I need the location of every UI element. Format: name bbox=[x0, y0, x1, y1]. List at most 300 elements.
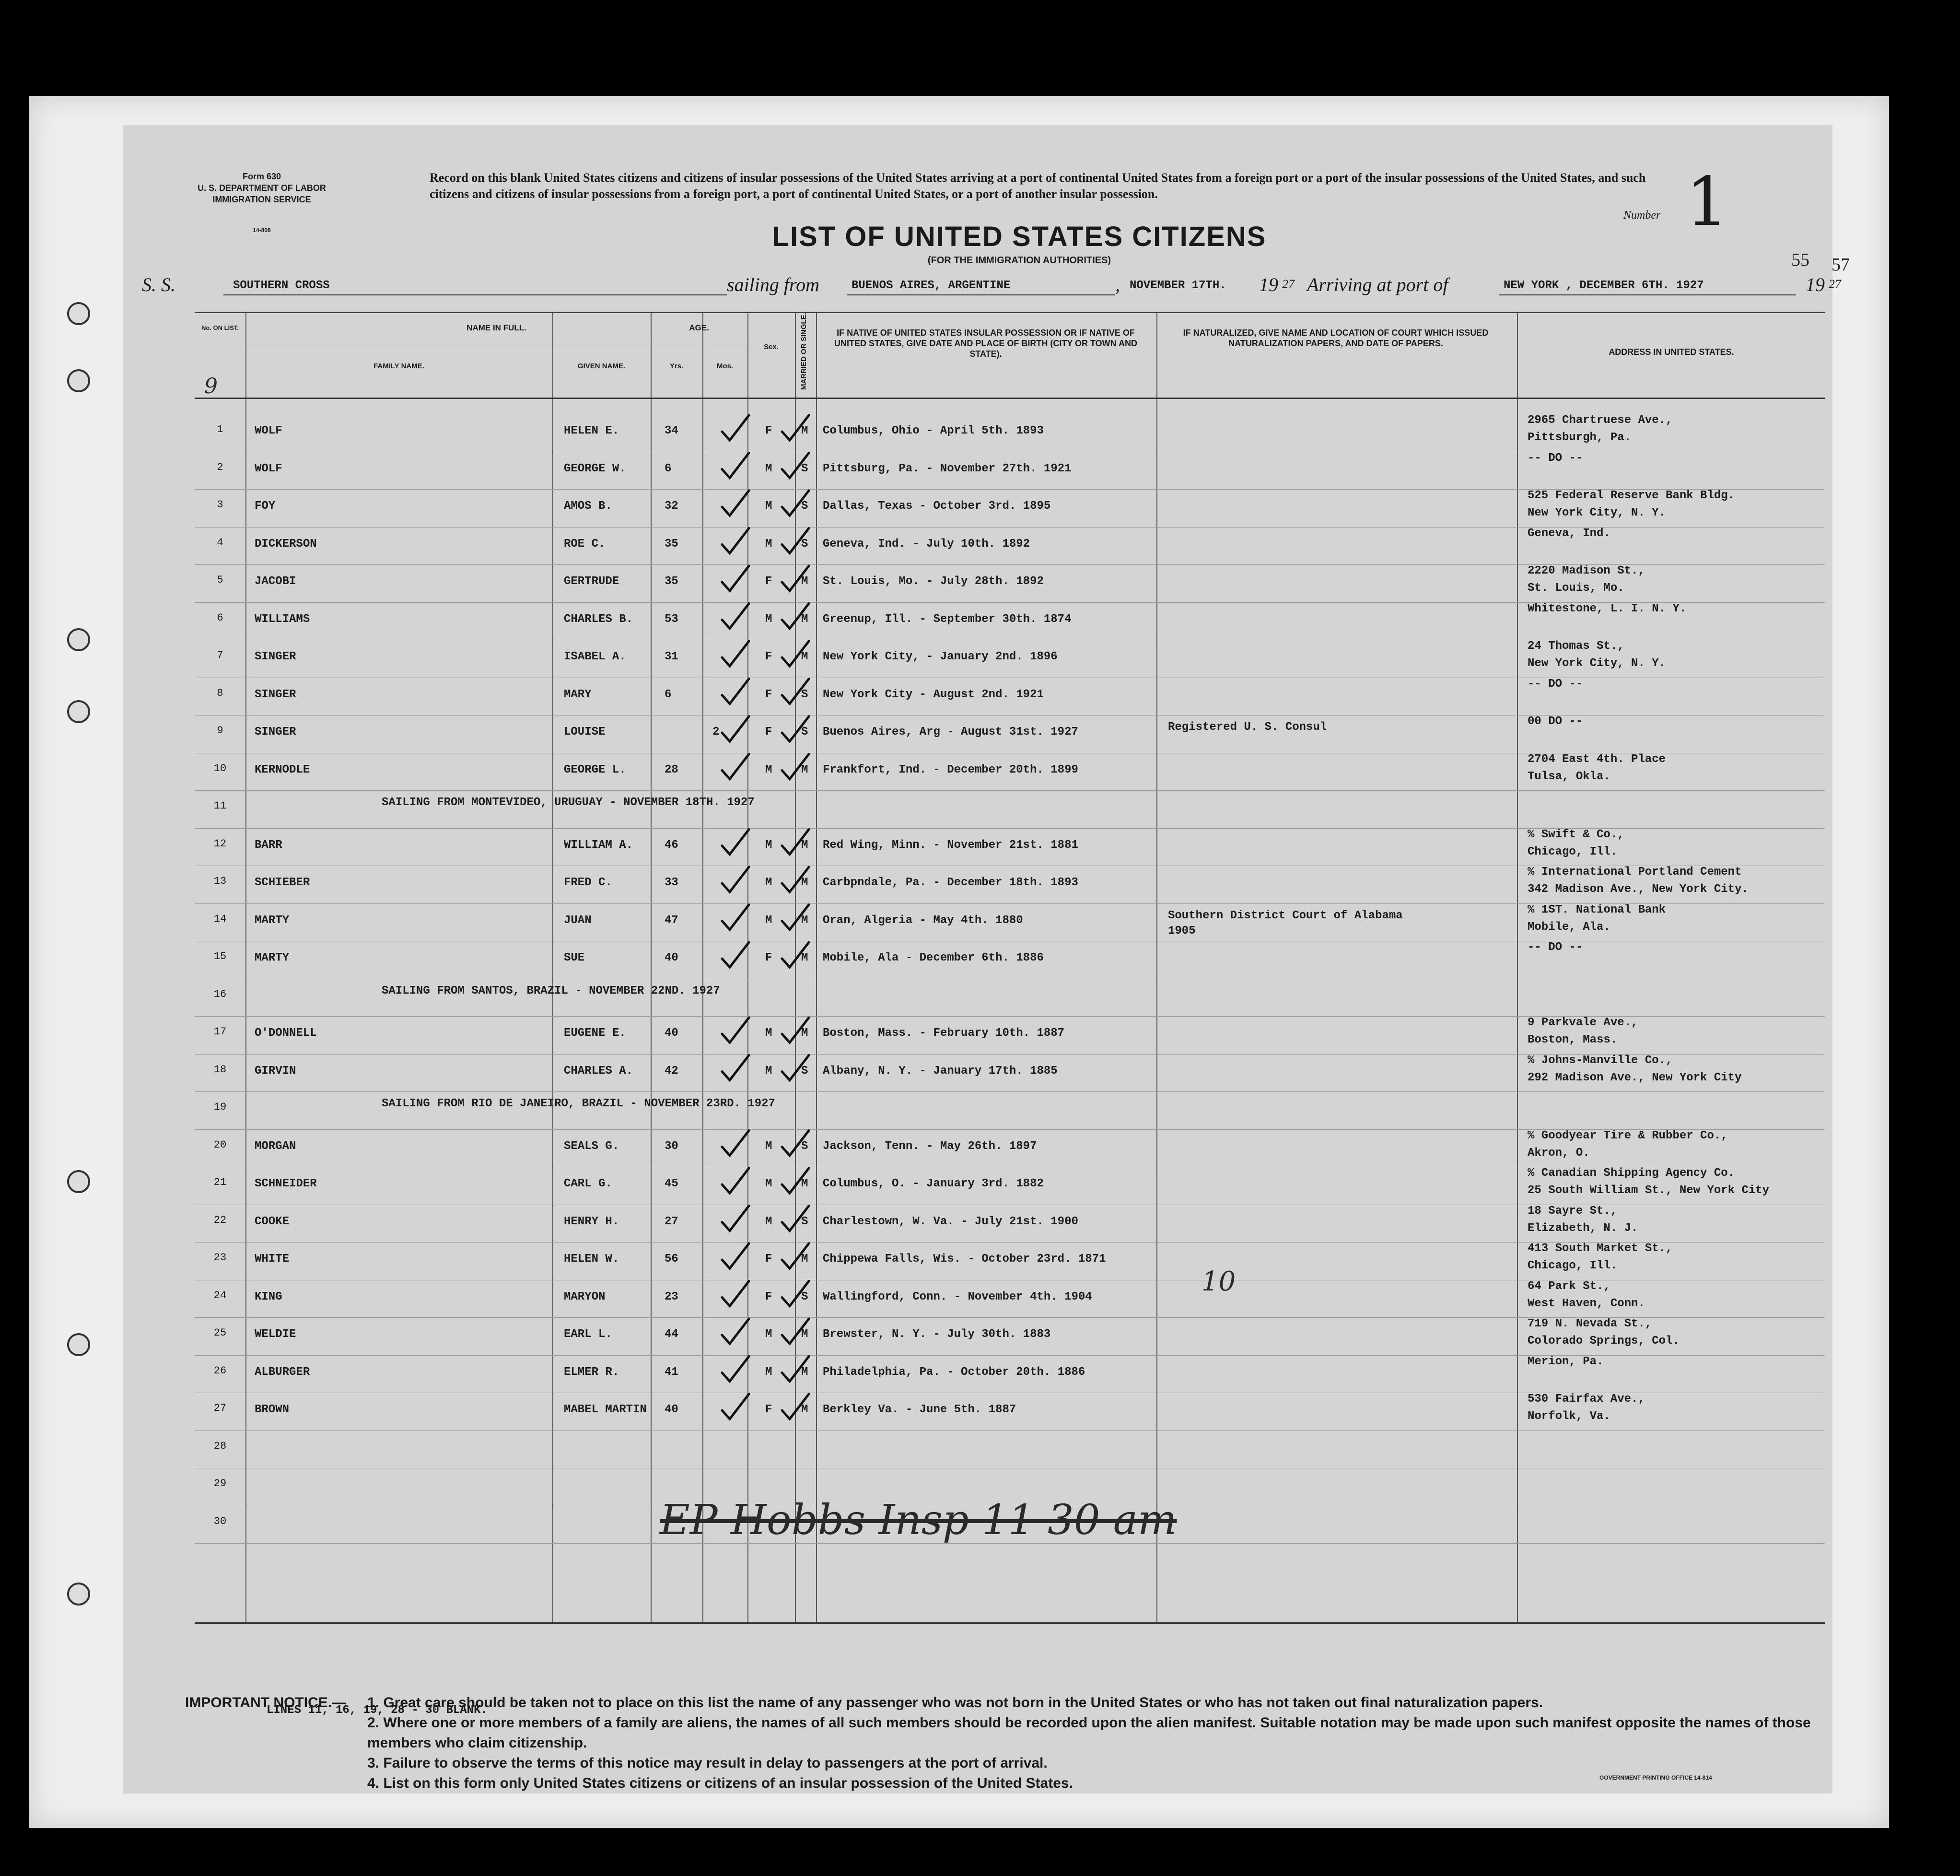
address-line-1: Geneva, Ind. bbox=[1528, 527, 1610, 540]
check-mark bbox=[782, 716, 809, 741]
sailing-from-label: sailing from bbox=[727, 274, 819, 295]
row-number: 29 bbox=[213, 1477, 227, 1489]
address-line-2: Pittsburgh, Pa. bbox=[1528, 431, 1632, 444]
address-line-1: -- DO -- bbox=[1528, 941, 1583, 954]
sex: M bbox=[765, 838, 772, 852]
row-number: 4 bbox=[217, 536, 223, 549]
address-line-2: 342 Madison Ave., New York City. bbox=[1528, 883, 1749, 896]
age-years: 40 bbox=[665, 1027, 678, 1040]
punch-hole bbox=[67, 1583, 90, 1606]
family-name: SINGER bbox=[255, 726, 296, 739]
birth-place-date: Wallingford, Conn. - November 4th. 1904 bbox=[823, 1290, 1092, 1303]
marital-status: M bbox=[801, 650, 808, 663]
check-mark bbox=[722, 1206, 749, 1231]
age-years: 6 bbox=[665, 688, 672, 701]
marital-status: S bbox=[801, 500, 808, 513]
address-line-1: % International Portland Cement bbox=[1528, 866, 1742, 879]
family-name: WOLF bbox=[255, 462, 282, 475]
birth-place-date: Boston, Mass. - February 10th. 1887 bbox=[823, 1027, 1065, 1040]
marital-status: M bbox=[801, 1177, 808, 1190]
header-given: GIVEN NAME. bbox=[577, 362, 626, 370]
address-line-1: % Goodyear Tire & Rubber Co., bbox=[1528, 1129, 1728, 1142]
row-number: 14 bbox=[213, 913, 227, 925]
check-mark bbox=[722, 1018, 749, 1043]
check-mark bbox=[722, 453, 749, 478]
check-mark bbox=[782, 1206, 809, 1231]
naturalization-court: Southern District Court of Alabama bbox=[1168, 909, 1403, 922]
check-mark bbox=[782, 942, 809, 967]
age-years: 47 bbox=[665, 914, 678, 927]
given-name: GERTRUDE bbox=[564, 575, 619, 588]
marital-status: M bbox=[801, 424, 808, 437]
year-prefix-2: 19 bbox=[1806, 274, 1825, 295]
sex: M bbox=[765, 763, 772, 776]
birth-place-date: Carbpndale, Pa. - December 18th. 1893 bbox=[823, 876, 1078, 889]
notice-item: 4. List on this form only United States citizens or citizens of an insular possession of the United States. bbox=[367, 1775, 1073, 1791]
given-name: HELEN E. bbox=[564, 424, 619, 437]
check-mark bbox=[722, 1319, 749, 1344]
family-name: KERNODLE bbox=[255, 763, 310, 776]
check-mark bbox=[782, 566, 809, 591]
row-number: 26 bbox=[213, 1364, 227, 1377]
row-number: 27 bbox=[213, 1402, 227, 1414]
check-mark bbox=[782, 641, 809, 666]
header-mos: Mos. bbox=[716, 362, 734, 370]
address-line-1: 530 Fairfax Ave., bbox=[1528, 1393, 1645, 1406]
row-number: 23 bbox=[213, 1252, 227, 1264]
age-years: 44 bbox=[665, 1328, 678, 1341]
family-name: WOLF bbox=[255, 424, 282, 437]
row-number: 22 bbox=[213, 1214, 227, 1226]
check-mark bbox=[722, 716, 749, 741]
check-mark bbox=[722, 867, 749, 892]
sex: M bbox=[765, 462, 772, 475]
given-name: AMOS B. bbox=[564, 500, 612, 513]
address-line-1: 413 South Market St., bbox=[1528, 1242, 1673, 1255]
age-years: 30 bbox=[665, 1139, 678, 1153]
header-address: ADDRESS IN UNITED STATES. bbox=[1609, 347, 1734, 357]
section-heading: SAILING FROM RIO DE JANEIRO, BRAZIL - NOVEMBER 23RD. 1927 bbox=[382, 1097, 775, 1110]
age-years: 35 bbox=[665, 537, 678, 551]
check-mark bbox=[722, 1243, 749, 1268]
check-mark bbox=[722, 1055, 749, 1080]
given-name: FRED C. bbox=[564, 876, 612, 889]
given-name: HELEN W. bbox=[564, 1253, 619, 1266]
birth-place-date: Red Wing, Minn. - November 21st. 1881 bbox=[823, 838, 1078, 852]
given-name: SEALS G. bbox=[564, 1139, 619, 1153]
inspector-signature: EP Hobbs Insp 11 30 am bbox=[660, 1496, 1177, 1544]
sex: M bbox=[765, 876, 772, 889]
service: IMMIGRATION SERVICE bbox=[212, 195, 311, 204]
check-mark bbox=[782, 1394, 809, 1419]
row-number: 3 bbox=[217, 499, 223, 511]
age-years: 45 bbox=[665, 1177, 678, 1190]
check-mark bbox=[782, 1018, 809, 1043]
row-number: 13 bbox=[213, 875, 227, 887]
punch-hole bbox=[67, 628, 90, 651]
family-name: KING bbox=[255, 1290, 282, 1303]
form-title: LIST OF UNITED STATES CITIZENS bbox=[772, 221, 1267, 252]
age-years: 31 bbox=[665, 650, 678, 663]
sex: M bbox=[765, 1064, 772, 1078]
family-name: WELDIE bbox=[255, 1328, 296, 1341]
sex: M bbox=[765, 612, 772, 626]
given-name: ROE C. bbox=[564, 537, 606, 551]
age-months: 2 bbox=[712, 726, 720, 739]
check-mark bbox=[722, 415, 749, 440]
form-subtitle: (FOR THE IMMIGRATION AUTHORITIES) bbox=[927, 255, 1111, 266]
age-years: 34 bbox=[665, 424, 678, 437]
naturalization-year: 1905 bbox=[1168, 924, 1196, 938]
naturalization-court: Registered U. S. Consul bbox=[1168, 721, 1327, 734]
given-name: EARL L. bbox=[564, 1328, 612, 1341]
sex: M bbox=[765, 1215, 772, 1228]
arriving-label: Arriving at port of bbox=[1307, 274, 1448, 295]
birth-place-date: Jackson, Tenn. - May 26th. 1897 bbox=[823, 1139, 1037, 1153]
punch-hole bbox=[67, 1170, 90, 1193]
check-mark bbox=[722, 942, 749, 967]
family-name: WILLIAMS bbox=[255, 612, 310, 626]
given-name: SUE bbox=[564, 951, 585, 964]
family-name: SCHNEIDER bbox=[255, 1177, 317, 1190]
comma: , bbox=[1115, 274, 1120, 295]
family-name: SINGER bbox=[255, 650, 296, 663]
handwritten-row-mark: 9 bbox=[204, 374, 218, 399]
sex: F bbox=[765, 726, 772, 739]
sex: F bbox=[765, 951, 772, 964]
row-number: 20 bbox=[213, 1138, 227, 1151]
header-naturalized: IF NATURALIZED, GIVE NAME AND LOCATION OF COURT WHICH ISSUED NATURALIZATION PAPERS, AND DATE OF PAPERS. bbox=[1183, 328, 1489, 348]
address-line-1: % 1ST. National Bank bbox=[1528, 903, 1666, 916]
birth-place-date: Buenos Aires, Arg - August 31st. 1927 bbox=[823, 726, 1078, 739]
family-name: ALBURGER bbox=[255, 1365, 310, 1379]
blank-lines-note: LINES 11, 16, 19, 28 - 30 BLANK. bbox=[267, 1704, 488, 1717]
row-number: 28 bbox=[213, 1440, 227, 1452]
marital-status: M bbox=[801, 1328, 808, 1341]
check-mark bbox=[722, 566, 749, 591]
check-mark bbox=[782, 491, 809, 516]
address-line-1: -- DO -- bbox=[1528, 677, 1583, 691]
check-mark bbox=[782, 754, 809, 779]
notice-item: 1. Great care should be taken not to place on this list the name of any passenger who was not born in the United States or who has not taken out final naturalization papers. bbox=[367, 1695, 1543, 1711]
section-heading: SAILING FROM MONTEVIDEO, URUGUAY - NOVEMBER 18TH. 1927 bbox=[382, 796, 755, 809]
sex: M bbox=[765, 1328, 772, 1341]
check-mark bbox=[722, 905, 749, 930]
check-mark bbox=[722, 528, 749, 553]
family-name: BARR bbox=[255, 838, 282, 852]
department: U. S. DEPARTMENT OF LABOR bbox=[198, 183, 326, 193]
given-name: HENRY H. bbox=[564, 1215, 619, 1228]
given-name: GEORGE L. bbox=[564, 763, 626, 776]
address-line-1: 64 Park St., bbox=[1528, 1279, 1610, 1293]
marital-status: M bbox=[801, 1403, 808, 1416]
age-years: 33 bbox=[665, 876, 678, 889]
check-mark bbox=[722, 641, 749, 666]
address-line-2: Colorado Springs, Col. bbox=[1528, 1335, 1680, 1348]
punch-hole bbox=[67, 302, 90, 325]
address-line-1: 525 Federal Reserve Bank Bldg. bbox=[1528, 489, 1735, 502]
check-mark bbox=[722, 1281, 749, 1306]
given-name: CHARLES A. bbox=[564, 1064, 633, 1078]
check-mark bbox=[782, 415, 809, 440]
row-number: 30 bbox=[213, 1515, 227, 1527]
age-years: 53 bbox=[665, 612, 678, 626]
given-name: JUAN bbox=[564, 914, 592, 927]
family-name: JACOBI bbox=[255, 575, 296, 588]
birth-place-date: Dallas, Texas - October 3rd. 1895 bbox=[823, 500, 1051, 513]
marital-status: M bbox=[801, 575, 808, 588]
check-mark bbox=[722, 1394, 749, 1419]
notice-lead: IMPORTANT NOTICE.— bbox=[185, 1695, 347, 1711]
gpo-imprint: GOVERNMENT PRINTING OFFICE 14-814 bbox=[1599, 1774, 1712, 1781]
check-mark bbox=[782, 1055, 809, 1080]
birth-place-date: Charlestown, W. Va. - July 21st. 1900 bbox=[823, 1215, 1078, 1228]
marital-status: M bbox=[801, 1365, 808, 1379]
marital-status: S bbox=[801, 1139, 808, 1153]
address-line-1: Whitestone, L. I. N. Y. bbox=[1528, 602, 1687, 615]
sex: F bbox=[765, 424, 772, 437]
birth-place-date: Oran, Algeria - May 4th. 1880 bbox=[823, 914, 1023, 927]
check-mark bbox=[722, 1357, 749, 1382]
departure-date: NOVEMBER 17TH. bbox=[1130, 279, 1226, 292]
section-heading: SAILING FROM SANTOS, BRAZIL - NOVEMBER 22ND. 1927 bbox=[382, 984, 720, 997]
punch-hole bbox=[67, 369, 90, 392]
sex: M bbox=[765, 914, 772, 927]
sex: F bbox=[765, 650, 772, 663]
address-line-2: Mobile, Ala. bbox=[1528, 920, 1610, 934]
row-number: 8 bbox=[217, 687, 223, 699]
age-years: 56 bbox=[665, 1253, 678, 1266]
family-name: SINGER bbox=[255, 688, 296, 701]
given-name: WILLIAM A. bbox=[564, 838, 633, 852]
arrival-year: 27 bbox=[1829, 277, 1841, 291]
age-years: 23 bbox=[665, 1290, 678, 1303]
header-birth: IF NATIVE OF UNITED STATES INSULAR POSSESSION OR IF NATIVE OF UNITED STATES, GIVE DATE AND PLACE OF BIRTH (CITY OR TOWN AND STATE). bbox=[834, 328, 1137, 359]
address-line-1: % Swift & Co., bbox=[1528, 828, 1624, 841]
sex: M bbox=[765, 1177, 772, 1190]
birth-place-date: New York City, - January 2nd. 1896 bbox=[823, 650, 1058, 663]
marital-status: S bbox=[801, 1215, 808, 1228]
marital-status: M bbox=[801, 612, 808, 626]
address-line-1: 9 Parkvale Ave., bbox=[1528, 1016, 1638, 1029]
row-number: 6 bbox=[217, 611, 223, 624]
sex: F bbox=[765, 1403, 772, 1416]
marital-status: M bbox=[801, 876, 808, 889]
given-name: ISABEL A. bbox=[564, 650, 626, 663]
birth-place-date: New York City - August 2nd. 1921 bbox=[823, 688, 1044, 701]
given-name: MARY bbox=[564, 688, 592, 701]
address-line-2: West Haven, Conn. bbox=[1528, 1297, 1645, 1310]
header-married: MARRIED OR SINGLE. bbox=[800, 313, 808, 390]
given-name: MABEL MARTIN bbox=[564, 1403, 647, 1416]
birth-place-date: Pittsburg, Pa. - November 27th. 1921 bbox=[823, 462, 1072, 475]
birth-place-date: Columbus, O. - January 3rd. 1882 bbox=[823, 1177, 1044, 1190]
row-number: 9 bbox=[217, 725, 223, 737]
check-mark bbox=[782, 830, 809, 855]
row-number: 1 bbox=[217, 423, 223, 435]
check-mark bbox=[782, 1357, 809, 1382]
check-mark bbox=[782, 604, 809, 629]
sex: F bbox=[765, 1290, 772, 1303]
given-name: ELMER R. bbox=[564, 1365, 619, 1379]
age-years: 40 bbox=[665, 1403, 678, 1416]
address-line-1: 24 Thomas St., bbox=[1528, 640, 1624, 653]
family-name: MORGAN bbox=[255, 1139, 296, 1153]
sex: M bbox=[765, 1139, 772, 1153]
given-name: CHARLES B. bbox=[564, 612, 633, 626]
ship-name: SOUTHERN CROSS bbox=[233, 279, 330, 292]
address-line-1: 00 DO -- bbox=[1528, 715, 1583, 728]
departure-year: 27 bbox=[1282, 277, 1295, 291]
sheet-number-margin: 57 bbox=[1832, 255, 1850, 275]
birth-place-date: Chippewa Falls, Wis. - October 23rd. 1871 bbox=[823, 1253, 1106, 1266]
family-name: SCHIEBER bbox=[255, 876, 310, 889]
birth-place-date: Brewster, N. Y. - July 30th. 1883 bbox=[823, 1328, 1051, 1341]
check-mark bbox=[782, 867, 809, 892]
check-mark bbox=[722, 491, 749, 516]
family-name: WHITE bbox=[255, 1253, 290, 1266]
address-line-2: Chicago, Ill. bbox=[1528, 845, 1618, 858]
marital-status: S bbox=[801, 726, 808, 739]
address-line-2: Boston, Mass. bbox=[1528, 1033, 1618, 1046]
address-line-1: % Canadian Shipping Agency Co. bbox=[1528, 1167, 1735, 1180]
age-years: 27 bbox=[665, 1215, 678, 1228]
address-line-1: Merion, Pa. bbox=[1528, 1355, 1604, 1368]
address-line-1: 719 N. Nevada St., bbox=[1528, 1317, 1652, 1330]
punch-hole bbox=[67, 1333, 90, 1356]
address-line-2: Chicago, Ill. bbox=[1528, 1259, 1618, 1272]
age-years: 42 bbox=[665, 1064, 678, 1078]
check-mark bbox=[722, 1168, 749, 1193]
address-line-1: -- DO -- bbox=[1528, 451, 1583, 465]
birth-place-date: Albany, N. Y. - January 17th. 1885 bbox=[823, 1064, 1058, 1078]
family-name: GIRVIN bbox=[255, 1064, 296, 1078]
header-sex: Sex. bbox=[764, 343, 779, 351]
row-number: 24 bbox=[213, 1289, 227, 1301]
age-years: 41 bbox=[665, 1365, 678, 1379]
sex: M bbox=[765, 500, 772, 513]
family-name: COOKE bbox=[255, 1215, 290, 1228]
age-years: 46 bbox=[665, 838, 678, 852]
check-mark bbox=[782, 1131, 809, 1156]
row-number: 17 bbox=[213, 1026, 227, 1038]
address-line-1: 2965 Chartruese Ave., bbox=[1528, 414, 1673, 427]
form-label: Form 630 bbox=[242, 172, 281, 181]
family-name: BROWN bbox=[255, 1403, 290, 1416]
marital-status: S bbox=[801, 1064, 808, 1078]
family-name: O'DONNELL bbox=[255, 1027, 317, 1040]
birth-place-date: St. Louis, Mo. - July 28th. 1892 bbox=[823, 575, 1044, 588]
check-mark bbox=[782, 528, 809, 553]
address-line-1: 2220 Madison St., bbox=[1528, 564, 1645, 577]
check-marks-layer bbox=[123, 125, 1832, 1794]
check-mark bbox=[722, 1131, 749, 1156]
marital-status: M bbox=[801, 838, 808, 852]
age-years: 6 bbox=[665, 462, 672, 475]
check-mark bbox=[782, 1168, 809, 1193]
given-name: MARYON bbox=[564, 1290, 606, 1303]
address-line-2: Elizabeth, N. J. bbox=[1528, 1221, 1638, 1235]
birth-place-date: Geneva, Ind. - July 10th. 1892 bbox=[823, 537, 1030, 551]
check-mark bbox=[782, 679, 809, 704]
header-family: FAMILY NAME. bbox=[373, 362, 424, 370]
sex: F bbox=[765, 575, 772, 588]
marital-status: M bbox=[801, 1253, 808, 1266]
given-name: EUGENE E. bbox=[564, 1027, 626, 1040]
address-line-1: % Johns-Manville Co., bbox=[1528, 1054, 1673, 1067]
address-line-2: Akron, O. bbox=[1528, 1146, 1590, 1160]
age-years: 28 bbox=[665, 763, 678, 776]
header-yrs: Yrs. bbox=[669, 362, 684, 370]
birth-place-date: Frankfort, Ind. - December 20th. 1899 bbox=[823, 763, 1078, 776]
sex: F bbox=[765, 688, 772, 701]
handwritten-margin-note: 10 bbox=[1202, 1266, 1236, 1297]
list-number: 1 bbox=[1686, 163, 1729, 241]
row-number: 5 bbox=[217, 574, 223, 586]
punch-hole bbox=[67, 700, 90, 723]
sex: M bbox=[765, 1027, 772, 1040]
marital-status: M bbox=[801, 951, 808, 964]
header-no: No. ON LIST. bbox=[201, 324, 239, 331]
address-line-1: 18 Sayre St., bbox=[1528, 1204, 1618, 1218]
marital-status: S bbox=[801, 462, 808, 475]
given-name: LOUISE bbox=[564, 726, 606, 739]
row-number: 11 bbox=[213, 800, 227, 812]
address-line-2: 292 Madison Ave., New York City bbox=[1528, 1071, 1742, 1084]
age-years: 32 bbox=[665, 500, 678, 513]
birth-place-date: Philadelphia, Pa. - October 20th. 1886 bbox=[823, 1365, 1085, 1379]
address-line-1: 2704 East 4th. Place bbox=[1528, 752, 1666, 766]
family-name: MARTY bbox=[255, 951, 290, 964]
marital-status: M bbox=[801, 763, 808, 776]
check-mark bbox=[782, 1281, 809, 1306]
address-line-2: Tulsa, Okla. bbox=[1528, 770, 1610, 783]
row-number: 21 bbox=[213, 1176, 227, 1188]
marital-status: M bbox=[801, 1027, 808, 1040]
marital-status: S bbox=[801, 688, 808, 701]
family-name: MARTY bbox=[255, 914, 290, 927]
given-name: CARL G. bbox=[564, 1177, 612, 1190]
address-line-2: 25 South William St., New York City bbox=[1528, 1184, 1770, 1197]
header-age: AGE. bbox=[689, 323, 709, 332]
document-page bbox=[29, 96, 1889, 1828]
address-line-2: St. Louis, Mo. bbox=[1528, 582, 1624, 595]
number-label: Number bbox=[1623, 209, 1661, 222]
check-mark bbox=[782, 1243, 809, 1268]
row-number: 25 bbox=[213, 1327, 227, 1339]
check-mark bbox=[722, 679, 749, 704]
marital-status: S bbox=[801, 537, 808, 551]
address-line-2: Norfolk, Va. bbox=[1528, 1410, 1610, 1423]
family-name: FOY bbox=[255, 500, 276, 513]
birth-place-date: Berkley Va. - June 5th. 1887 bbox=[823, 1403, 1016, 1416]
given-name: GEORGE W. bbox=[564, 462, 626, 475]
birth-place-date: Mobile, Ala - December 6th. 1886 bbox=[823, 951, 1044, 964]
marital-status: M bbox=[801, 914, 808, 927]
row-number: 2 bbox=[217, 461, 223, 473]
birth-place-date: Columbus, Ohio - April 5th. 1893 bbox=[823, 424, 1044, 437]
form-code: 14-808 bbox=[253, 227, 271, 234]
year-prefix: 19 bbox=[1259, 274, 1278, 295]
check-mark bbox=[782, 453, 809, 478]
row-number: 16 bbox=[213, 988, 227, 1000]
row-number: 7 bbox=[217, 649, 223, 661]
sex: M bbox=[765, 537, 772, 551]
row-number: 12 bbox=[213, 837, 227, 850]
address-line-2: New York City, N. Y. bbox=[1528, 657, 1666, 670]
family-name: DICKERSON bbox=[255, 537, 317, 551]
row-number: 15 bbox=[213, 950, 227, 962]
